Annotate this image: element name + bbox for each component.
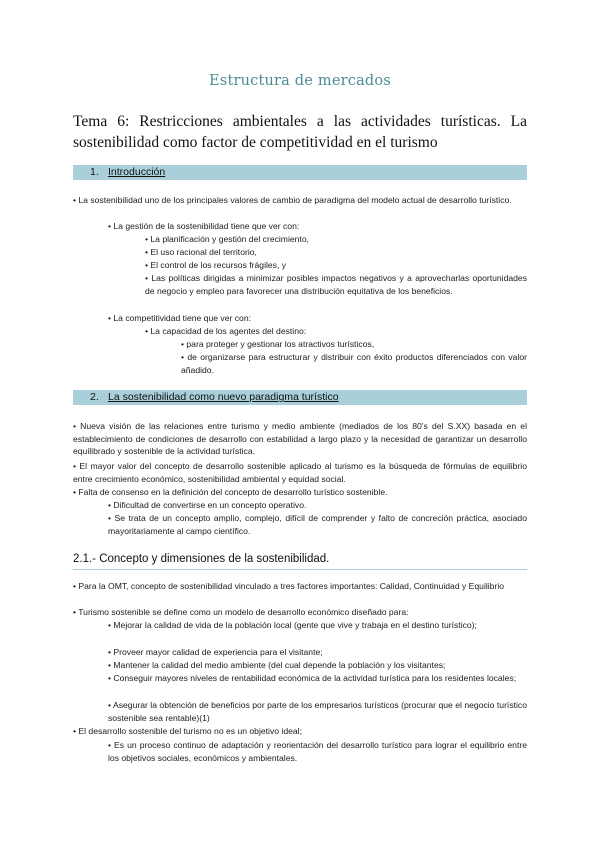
list-item: • Asegurar la obtención de beneficios por parte de los empresarios turísticos (procurar que el negocio turístico sostenible sea rentable)(1): [108, 700, 527, 723]
list-item: • Para la OMT, concepto de sostenibilidad vinculado a tres factores importantes: Calidad, Continuidad y Equilibrio: [73, 581, 505, 591]
section-1-heading: [73, 165, 527, 180]
list-item: • Falta de consenso en la definición del concepto de desarrollo turístico sostenible.: [73, 487, 388, 497]
list-item: • Conseguir mayores niveles de rentabilidad económica de la actividad turística para los residentes locales;: [108, 673, 517, 683]
list-item: • La gestión de la sostenibilidad tiene que ver con:: [108, 221, 300, 231]
course-title: Estructura de mercados: [209, 73, 391, 89]
list-item: • Es un proceso continuo de adaptación y reorientación del desarrollo turístico para lograr el equilibrio entre los objetivos sociales, económicos y ambientales.: [108, 740, 527, 763]
list-item: • Se trata de un concepto amplio, complejo, difícil de comprender y falto de concreción práctica, asociado mayoritariamente al campo científico.: [108, 513, 527, 536]
list-item: • Las políticas dirigidas a minimizar posibles impactos negativos y a aprovecharlas oportunidades de negocio y empleo para favorecer una distribución equitativa de los beneficios.: [145, 273, 527, 296]
section-1-number: 1.: [90, 166, 99, 178]
list-item: • Nueva visión de las relaciones entre turismo y medio ambiente (mediados de los 80’s del S.XX) basada en el establecimiento de condiciones de desarrollo con estabilidad a largo plazo y la necesidad de garantizar un desarrollo equilibrado y sostenible de la actividad turística.: [73, 421, 527, 457]
section-2-heading: [73, 390, 527, 405]
topic-title: Tema 6: Restricciones ambientales a las actividades turísticas. La sostenibilidad como factor de competitividad en el turismo: [73, 113, 527, 151]
list-item: • para proteger y gestionar los atractivos turísticos,: [181, 339, 375, 349]
list-item: • La planificación y gestión del crecimiento,: [145, 234, 309, 244]
list-item: • El uso racional del territorio,: [145, 247, 257, 257]
list-item: • Mejorar la calidad de vida de la población local (gente que vive y trabaja en el destino turístico);: [108, 620, 477, 630]
section-1-title: Introducción: [108, 166, 166, 178]
list-item: • El mayor valor del concepto de desarrollo sostenible aplicado al turismo es la búsqueda de fórmulas de equilibrio entre crecimiento económico, sostenibilidad ambiental y equidad social.: [73, 461, 527, 484]
list-item: • La capacidad de los agentes del destino:: [145, 326, 307, 336]
list-item: • de organizarse para estructurar y distribuir con éxito productos diferenciados con valor añadido.: [181, 352, 527, 375]
section-2-number: 2.: [90, 391, 99, 403]
list-item: • El desarrollo sostenible del turismo no es un objetivo ideal;: [73, 726, 302, 736]
list-item: • La sostenibilidad uno de los principales valores de cambio de paradigma del modelo actual de desarrollo turístico.: [73, 195, 512, 205]
list-item: • La competitividad tiene que ver con:: [108, 313, 251, 323]
list-item: • Mantener la calidad del medio ambiente (del cual depende la población y los visitantes;: [108, 660, 446, 670]
list-item: • Proveer mayor calidad de experiencia para el visitante;: [108, 647, 323, 657]
list-item: • Turismo sostenible se define como un modelo de desarrollo económico diseñado para:: [73, 607, 409, 617]
list-item: • El control de los recursos frágiles, y: [145, 260, 287, 270]
list-item: • Dificultad de convertirse en un concepto operativo.: [108, 500, 307, 510]
section-2-1-heading: 2.1.- Concepto y dimensiones de la sostenibilidad.: [73, 552, 527, 570]
section-2-title: La sostenibilidad como nuevo paradigma turístico: [108, 391, 339, 403]
